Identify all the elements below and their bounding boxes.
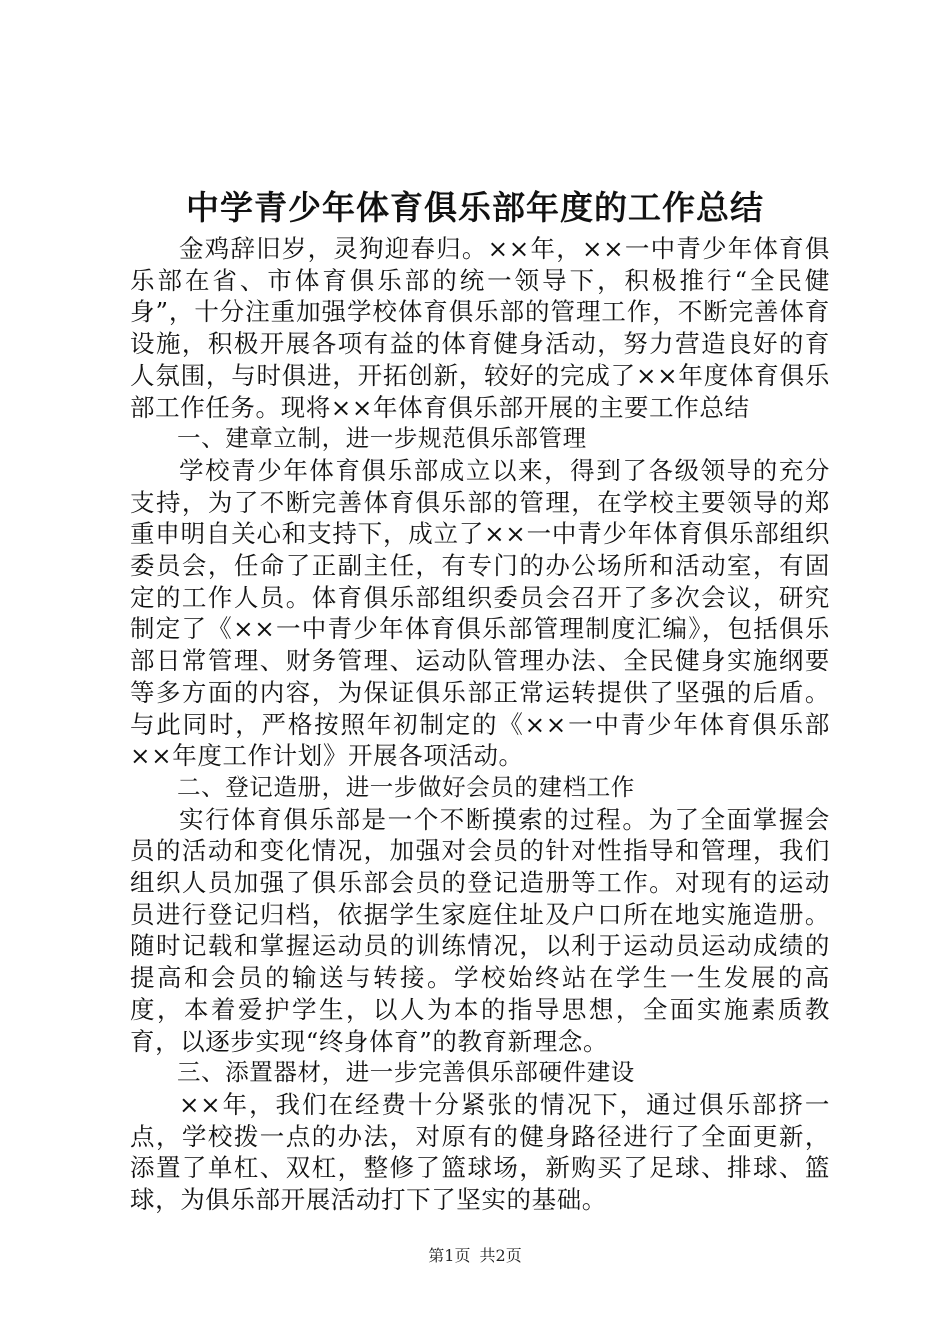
document-body <box>130 233 830 1216</box>
intro-paragraph: 金鸡辞旧岁，灵狗迎春归。××年，××一中青少年体育俱乐部在省、市体育俱乐部的统一领导下，积极推行“全民健身”，十分注重加强学校体育俱乐部的管理工作，不断完善体育设施，积极开展各项有益的体育健身活动，努力营造良好的育人氛围，与时俱进，开拓创新，较好的完成了××年度体育俱乐部工作任务。现将××年体育俱乐部开展的主要工作总结 <box>130 234 830 422</box>
section-2-paragraph: 实行体育俱乐部是一个不断摸索的过程。为了全面掌握会员的活动和变化情况，加强对会员的针对性指导和管理，我们组织人员加强了俱乐部会员的登记造册等工作。对现有的运动员进行登记归档，依据学生家庭住址及户口所在地实施造册。随时记载和掌握运动员的训练情况，以利于运动员运动成绩的提高和会员的输送与转接。学校始终站在学生一生发展的高度，本着爱护学生，以人为本的指导思想，全面实施素质教育，以逐步实现“终身体育”的教育新理念。 <box>130 804 830 1056</box>
page-number: 第1页 <box>428 1246 471 1265</box>
page-footer <box>0 1243 950 1266</box>
section-heading-3: 三、添置器材，进一步完善俱乐部硬件建设 <box>177 1058 635 1087</box>
section-heading-1: 一、建章立制，进一步规范俱乐部管理 <box>177 424 587 453</box>
section-3-paragraph: ××年，我们在经费十分紧张的情况下，通过俱乐部挤一点，学校拨一点的办法，对原有的健身路径进行了全面更新，添置了单杠、双杠，整修了篮球场，新购买了足球、排球、篮球，为俱乐部开展活动打下了坚实的基础。 <box>130 1089 830 1215</box>
page-total: 共2页 <box>479 1246 522 1265</box>
section-1-paragraph: 学校青少年体育俱乐部成立以来，得到了各级领导的充分支持，为了不断完善体育俱乐部的管理，在学校主要领导的郑重申明自关心和支持下，成立了××一中青少年体育俱乐部组织委员会，任命了正副主任，有专门的办公场所和活动室，有固定的工作人员。体育俱乐部组织委员会召开了多次会议，研究制定了《××一中青少年体育俱乐部管理制度汇编》，包括俱乐部日常管理、财务管理、运动队管理办法、全民健身实施纲要等多方面的内容，为保证俱乐部正常运转提供了坚强的后盾。与此同时，严格按照年初制定的《××一中青少年体育俱乐部××年度工作计划》开展各项活动。 <box>130 455 830 771</box>
document-title: 中学青少年体育俱乐部年度的工作总结 <box>186 188 764 227</box>
section-heading-2: 二、登记造册，进一步做好会员的建档工作 <box>177 772 635 801</box>
